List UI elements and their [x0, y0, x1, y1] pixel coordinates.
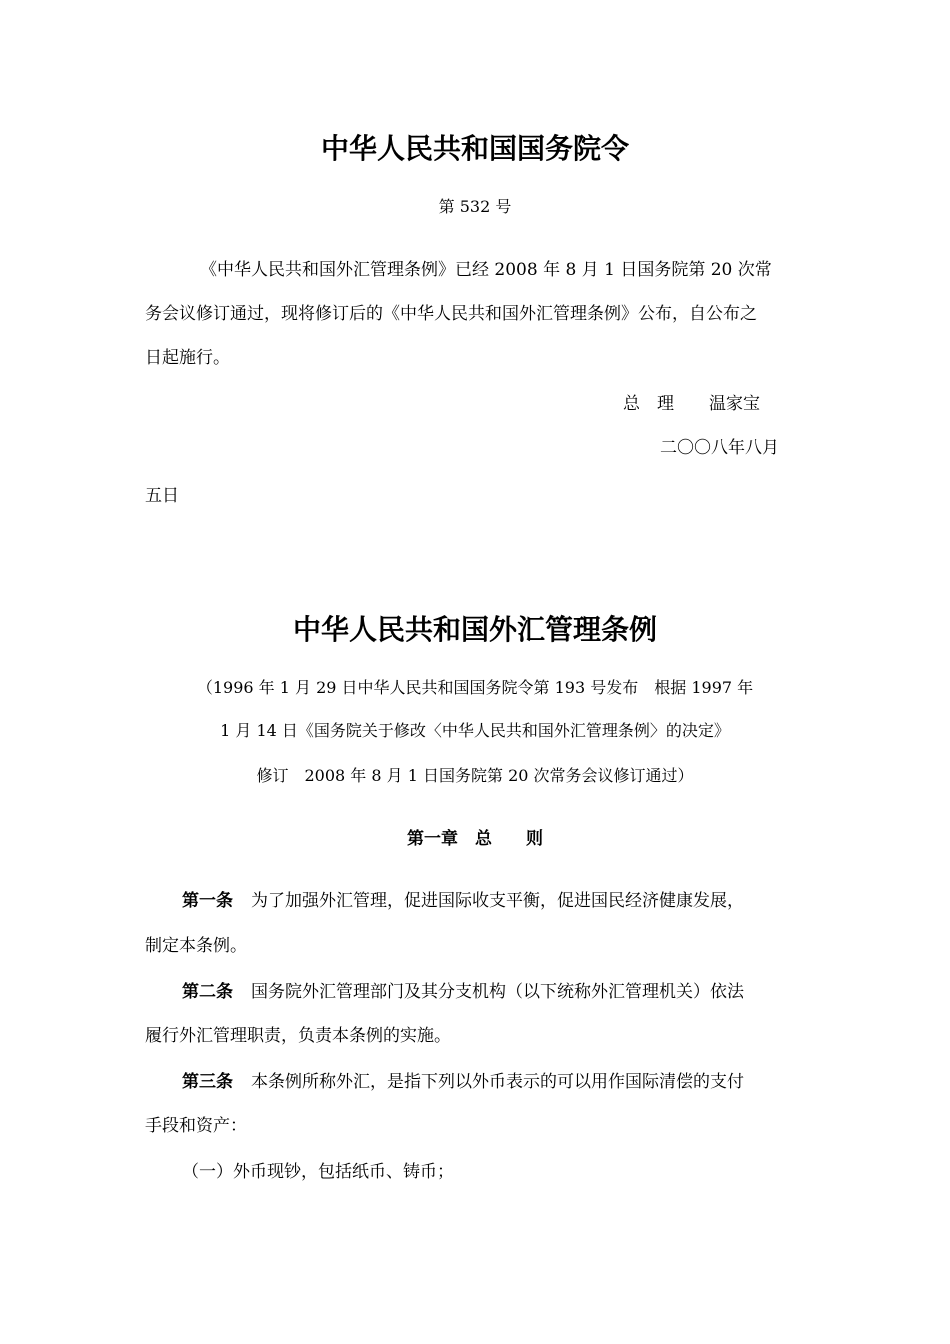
order-date-line-2: 五日	[145, 486, 179, 506]
order-body-line-1: 《中华人民共和国外汇管理条例》已经 2008 年 8 月 1 日国务院第 20 次常	[200, 260, 772, 280]
article-label: 第二条	[182, 982, 233, 1002]
article-text: 本条例所称外汇，是指下列以外币表示的可以用作国际清偿的支付	[251, 1072, 744, 1092]
article-text: 为了加强外汇管理，促进国际收支平衡，促进国民经济健康发展，	[251, 891, 744, 911]
order-body-line-2: 务会议修订通过，现将修订后的《中华人民共和国外汇管理条例》公布，自公布之	[145, 304, 757, 324]
history-line-3: 修订 2008 年 8 月 1 日国务院第 20 次常务会议修订通过）	[256, 766, 694, 785]
article-1-continued: 制定本条例。	[145, 936, 247, 956]
article-3-item-1: （一）外币现钞，包括纸币、铸币；	[182, 1162, 454, 1182]
signer-name: 温家宝	[709, 394, 760, 414]
order-number: 第 532 号	[438, 197, 512, 216]
signer-title: 总 理	[623, 394, 674, 414]
history-line-2: 1 月 14 日《国务院关于修改〈中华人民共和国外汇管理条例〉的决定》	[220, 721, 730, 740]
article-2	[182, 980, 744, 1004]
article-1	[182, 889, 744, 913]
order-body-line-3: 日起施行。	[145, 348, 230, 368]
history-line-1: （1996 年 1 月 29 日中华人民共和国国务院令第 193 号发布 根据 1997 年	[196, 678, 754, 697]
article-label: 第三条	[182, 1072, 233, 1092]
regulation-title: 中华人民共和国外汇管理条例	[292, 613, 657, 646]
order-date-line-1: 二〇〇八年八月	[660, 438, 779, 458]
article-text: 国务院外汇管理部门及其分支机构（以下统称外汇管理机关）依法	[251, 982, 744, 1002]
article-3-continued: 手段和资产：	[145, 1116, 247, 1136]
article-2-continued: 履行外汇管理职责，负责本条例的实施。	[145, 1026, 451, 1046]
article-label: 第一条	[182, 891, 233, 911]
article-3	[182, 1070, 744, 1094]
order-title: 中华人民共和国国务院令	[320, 132, 629, 165]
chapter-title: 第一章 总 则	[407, 829, 543, 849]
